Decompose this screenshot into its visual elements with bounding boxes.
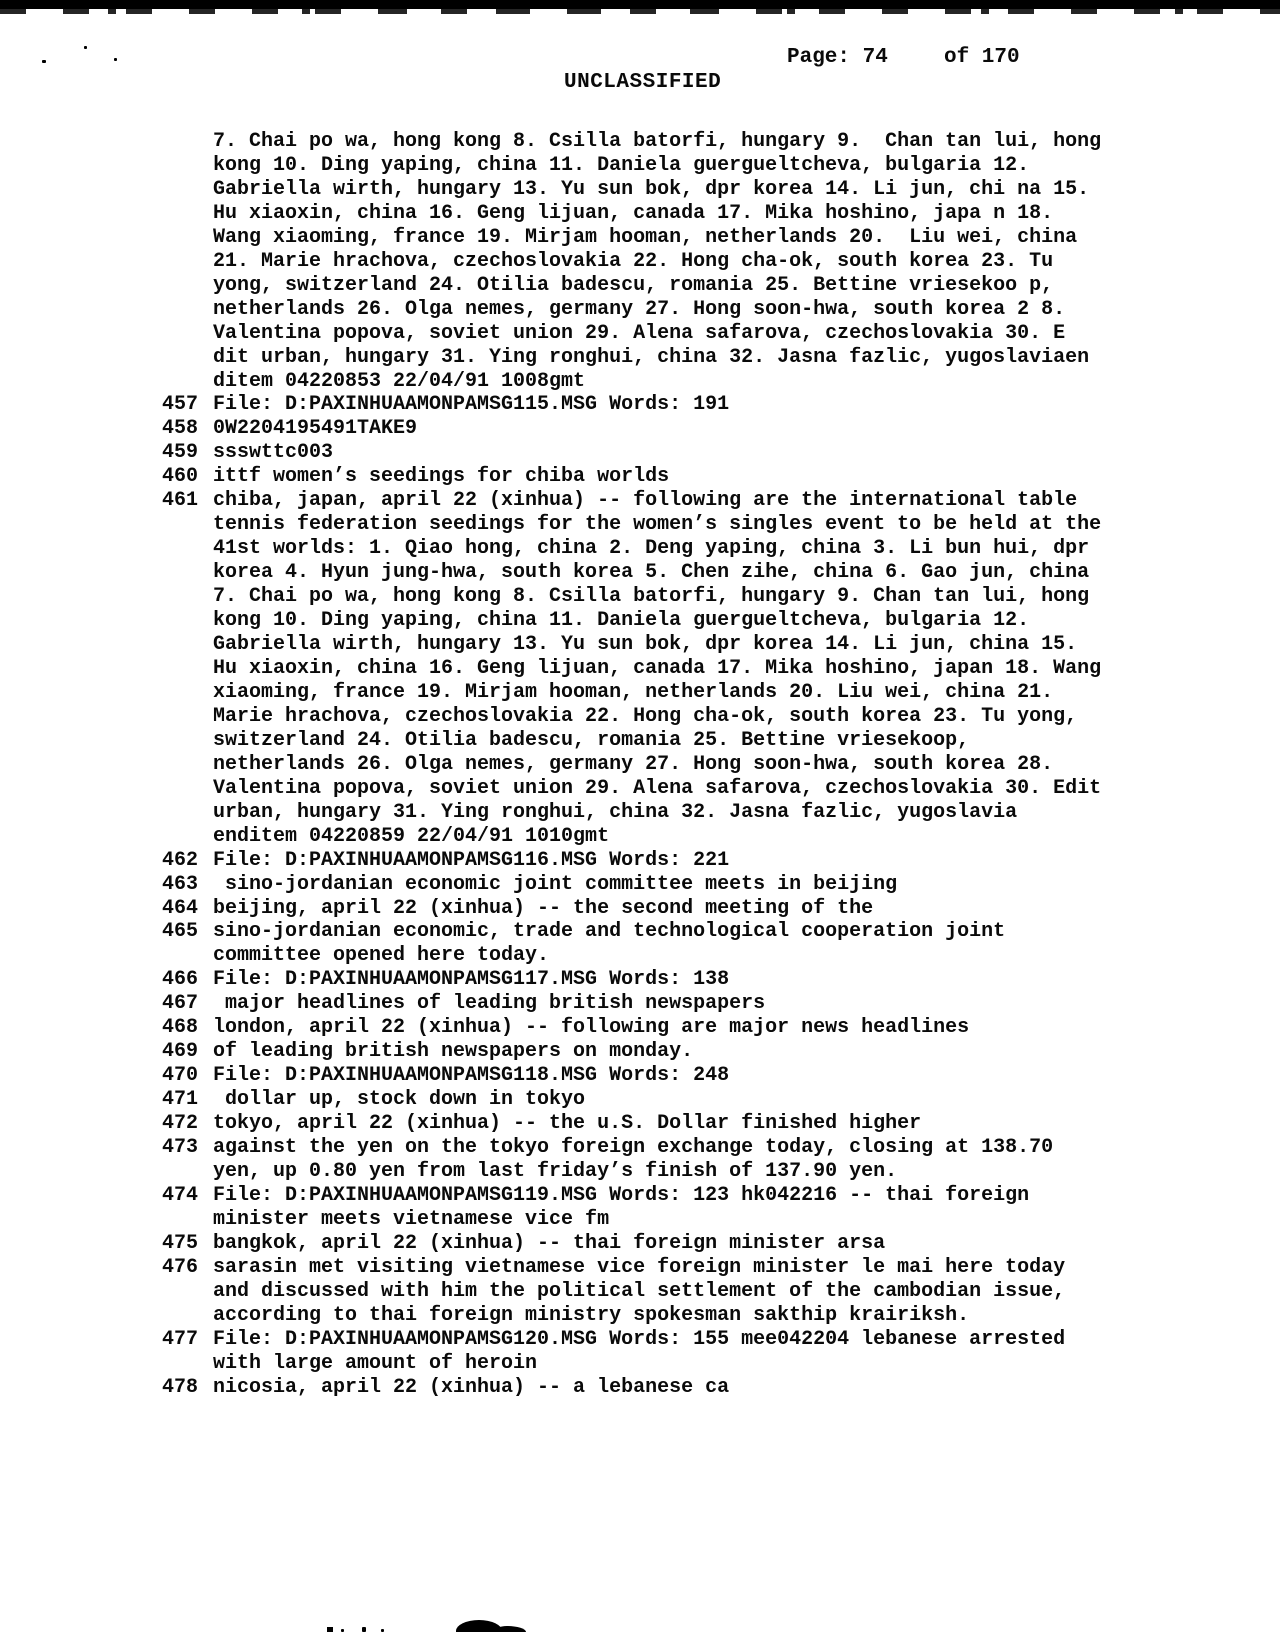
text-line: chiba, japan, april 22 (xinhua) -- following are the international table — [213, 489, 1078, 513]
text-line: 7. Chai po wa, hong kong 8. Csilla batorfi, hungary 9. Chan tan lui, hong — [213, 130, 1102, 153]
text-line: Valentina popova, soviet union 29. Alena safarova, czechoslovakia 30. E — [213, 321, 1066, 345]
entry-lines — [213, 1064, 729, 1088]
line-number: 475 — [162, 1231, 199, 1255]
text-line: london, april 22 (xinhua) -- following are major news headlines — [213, 1016, 970, 1040]
line-number: 463 — [162, 872, 199, 896]
entry-lines — [213, 417, 417, 441]
entry-lines — [213, 897, 873, 921]
line-number: 473 — [162, 1136, 199, 1160]
text-line: nicosia, april 22 (xinhua) -- a lebanese ca — [213, 1375, 730, 1399]
entry-lines — [213, 1256, 1065, 1328]
entry-lines — [213, 1184, 1029, 1232]
entry-lines — [213, 1112, 921, 1136]
entry-lines — [213, 489, 1101, 848]
text-line: ditem 04220853 22/04/91 1008gmt — [213, 369, 586, 393]
text-line: 7. Chai po wa, hong kong 8. Csilla batorfi, hungary 9. Chan tan lui, hong — [213, 585, 1090, 609]
line-number: 462 — [162, 848, 199, 872]
line-number: 460 — [162, 465, 199, 489]
entry-lines — [213, 1040, 693, 1064]
line-number: 458 — [162, 417, 199, 441]
document-entry — [162, 968, 1252, 992]
text-line: xiaoming, france 19. Mirjam hooman, netherlands 20. Liu wei, china 21. — [213, 680, 1054, 704]
entry-lines — [213, 1376, 729, 1400]
text-line: committee opened here today. — [213, 944, 550, 968]
text-line: sarasin met visiting vietnamese vice foreign minister le mai here today — [213, 1255, 1066, 1279]
classification-banner: UNCLASSIFIED — [564, 71, 722, 94]
entry-lines — [213, 873, 897, 897]
entry-lines — [213, 920, 1005, 968]
document-entry — [162, 489, 1252, 848]
text-line: netherlands 26. Olga nemes, germany 27. Hong soon-hwa, south korea 2 8. — [213, 297, 1066, 321]
text-line: kong 10. Ding yaping, china 11. Daniela guergueltcheva, bulgaria 12. — [213, 153, 1030, 177]
document-entry — [162, 1376, 1252, 1400]
text-line: major headlines of leading british newspapers — [213, 992, 766, 1016]
entry-lines — [213, 992, 765, 1016]
document-entry — [162, 1256, 1252, 1328]
document-entry — [162, 1112, 1252, 1136]
line-number: 467 — [162, 992, 199, 1016]
text-line: Hu xiaoxin, china 16. Geng lijuan, canada 17. Mika hoshino, japa n 18. — [213, 201, 1054, 225]
text-line: File: D:PAXINHUAAMONPAMSG119.MSG Words: 123 hk042216 -- thai foreign — [213, 1183, 1030, 1207]
entry-lines — [213, 1232, 885, 1256]
text-line: with large amount of heroin — [213, 1351, 538, 1375]
entry-lines — [213, 1088, 585, 1112]
line-number: 461 — [162, 489, 199, 513]
text-line: tennis federation seedings for the women’s singles event to be held at the — [213, 513, 1102, 537]
text-line: against the yen on the tokyo foreign exchange today, closing at 138.70 — [213, 1136, 1054, 1160]
text-line: minister meets vietnamese vice fm — [213, 1207, 610, 1231]
line-number: 477 — [162, 1327, 199, 1351]
document-entry — [162, 465, 1252, 489]
text-line: Wang xiaoming, france 19. Mirjam hooman, netherlands 20. Liu wei, china — [213, 225, 1078, 249]
document-entry — [162, 992, 1252, 1016]
line-number: 471 — [162, 1088, 199, 1112]
line-number: 476 — [162, 1255, 199, 1279]
line-number — [162, 130, 213, 393]
document-entry — [162, 1232, 1252, 1256]
text-line: enditem 04220859 22/04/91 1010gmt — [213, 824, 610, 848]
text-line: urban, hungary 31. Ying ronghui, china 32. Jasna fazlic, yugoslavia — [213, 800, 1018, 824]
text-line: 41st worlds: 1. Qiao hong, china 2. Deng yaping, china 3. Li bun hui, dpr — [213, 537, 1090, 561]
document-entry — [162, 1064, 1252, 1088]
text-line: File: D:PAXINHUAAMONPAMSG118.MSG Words: 248 — [213, 1064, 730, 1088]
document-entry — [162, 1328, 1252, 1376]
entry-lines — [213, 849, 729, 873]
document-entry — [162, 1016, 1252, 1040]
document-entry — [162, 1088, 1252, 1112]
document-entry — [162, 393, 1252, 417]
text-line: beijing, april 22 (xinhua) -- the second meeting of the — [213, 896, 874, 920]
text-line: 21. Marie hrachova, czechoslovakia 22. Hong cha-ok, south korea 23. Tu — [213, 249, 1054, 273]
line-number: 474 — [162, 1183, 199, 1207]
line-number: 465 — [162, 920, 199, 944]
text-line: dit urban, hungary 31. Ying ronghui, china 32. Jasna fazlic, yugoslaviaen — [213, 345, 1090, 369]
document-entry — [162, 849, 1252, 873]
entry-lines — [213, 465, 669, 489]
entry-lines — [213, 130, 1101, 393]
document-entry — [162, 1136, 1252, 1184]
text-line: File: D:PAXINHUAAMONPAMSG120.MSG Words: 155 mee042204 lebanese arrested — [213, 1327, 1066, 1351]
scan-artifact-top-bar — [0, 0, 1280, 9]
line-number: 470 — [162, 1064, 199, 1088]
scan-artifact-speck — [327, 1627, 333, 1632]
text-line: kong 10. Ding yaping, china 11. Daniela guergueltcheva, bulgaria 12. — [213, 609, 1030, 633]
text-line: sino-jordanian economic joint committee meets in beijing — [213, 872, 898, 896]
text-line: Valentina popova, soviet union 29. Alena safarova, czechoslovakia 30. Edit — [213, 776, 1102, 800]
scan-artifact-speck — [84, 46, 87, 49]
line-number: 466 — [162, 968, 199, 992]
text-line: File: D:PAXINHUAAMONPAMSG117.MSG Words: 138 — [213, 968, 730, 992]
text-line: Marie hrachova, czechoslovakia 22. Hong cha-ok, south korea 23. Tu yong, — [213, 704, 1078, 728]
scan-artifact-speck — [362, 1627, 366, 1632]
scan-artifact-blob — [494, 1626, 526, 1632]
entry-lines — [213, 968, 729, 992]
text-line: Hu xiaoxin, china 16. Geng lijuan, canada 17. Mika hoshino, japan 18. Wang — [213, 656, 1102, 680]
entry-lines — [213, 1328, 1065, 1376]
line-number: 472 — [162, 1112, 199, 1136]
entry-lines — [213, 441, 333, 465]
text-line: yen, up 0.80 yen from last friday’s finish of 137.90 yen. — [213, 1159, 898, 1183]
line-number: 457 — [162, 393, 199, 417]
line-number: 468 — [162, 1016, 199, 1040]
document-entry — [162, 873, 1252, 897]
text-line: netherlands 26. Olga nemes, germany 27. Hong soon-hwa, south korea 28. — [213, 752, 1054, 776]
text-line: yong, switzerland 24. Otilia badescu, romania 25. Bettine vriesekoo p, — [213, 273, 1054, 297]
entry-lines — [213, 1016, 969, 1040]
document-entry — [162, 441, 1252, 465]
text-line: File: D:PAXINHUAAMONPAMSG115.MSG Words: 191 — [213, 393, 730, 417]
text-line: sino-jordanian economic, trade and technological cooperation joint — [213, 920, 1006, 944]
page-total-label: of 170 — [944, 46, 1020, 69]
entry-lines — [213, 393, 729, 417]
text-line: bangkok, april 22 (xinhua) -- thai foreign minister arsa — [213, 1231, 886, 1255]
text-line: ssswttc003 — [213, 441, 334, 465]
text-line: tokyo, april 22 (xinhua) -- the u.S. Dollar finished higher — [213, 1112, 922, 1136]
text-line: Gabriella wirth, hungary 13. Yu sun bok, dpr korea 14. Li jun, chi na 15. — [213, 177, 1090, 201]
entry-lines — [213, 1136, 1053, 1184]
text-line: 0W2204195491TAKE9 — [213, 417, 418, 441]
document-entry — [162, 1040, 1252, 1064]
document-entry — [162, 920, 1252, 968]
line-number: 464 — [162, 896, 199, 920]
text-line: Gabriella wirth, hungary 13. Yu sun bok, dpr korea 14. Li jun, china 15. — [213, 633, 1078, 657]
document-entry — [162, 130, 1252, 393]
document-entry — [162, 1184, 1252, 1232]
text-line: File: D:PAXINHUAAMONPAMSG116.MSG Words: 221 — [213, 848, 730, 872]
text-line: switzerland 24. Otilia badescu, romania 25. Bettine vriesekoop, — [213, 728, 970, 752]
line-number: 478 — [162, 1375, 199, 1399]
text-line: of leading british newspapers on monday. — [213, 1040, 694, 1064]
text-line: dollar up, stock down in tokyo — [213, 1088, 586, 1112]
scan-artifact-speck — [42, 60, 46, 63]
text-line: korea 4. Hyun jung-hwa, south korea 5. Chen zihe, china 6. Gao jun, china — [213, 561, 1090, 585]
document-entry — [162, 417, 1252, 441]
document-entry — [162, 897, 1252, 921]
scan-artifact-speck — [114, 58, 117, 61]
line-number: 469 — [162, 1040, 199, 1064]
text-line: according to thai foreign ministry spokesman sakthip krairiksh. — [213, 1303, 970, 1327]
text-line: and discussed with him the political settlement of the cambodian issue, — [213, 1279, 1066, 1303]
text-line: ittf women’s seedings for chiba worlds — [213, 465, 670, 489]
line-number: 459 — [162, 441, 199, 465]
page-number-label: Page: 74 — [787, 46, 888, 69]
document-body — [162, 130, 1252, 1400]
